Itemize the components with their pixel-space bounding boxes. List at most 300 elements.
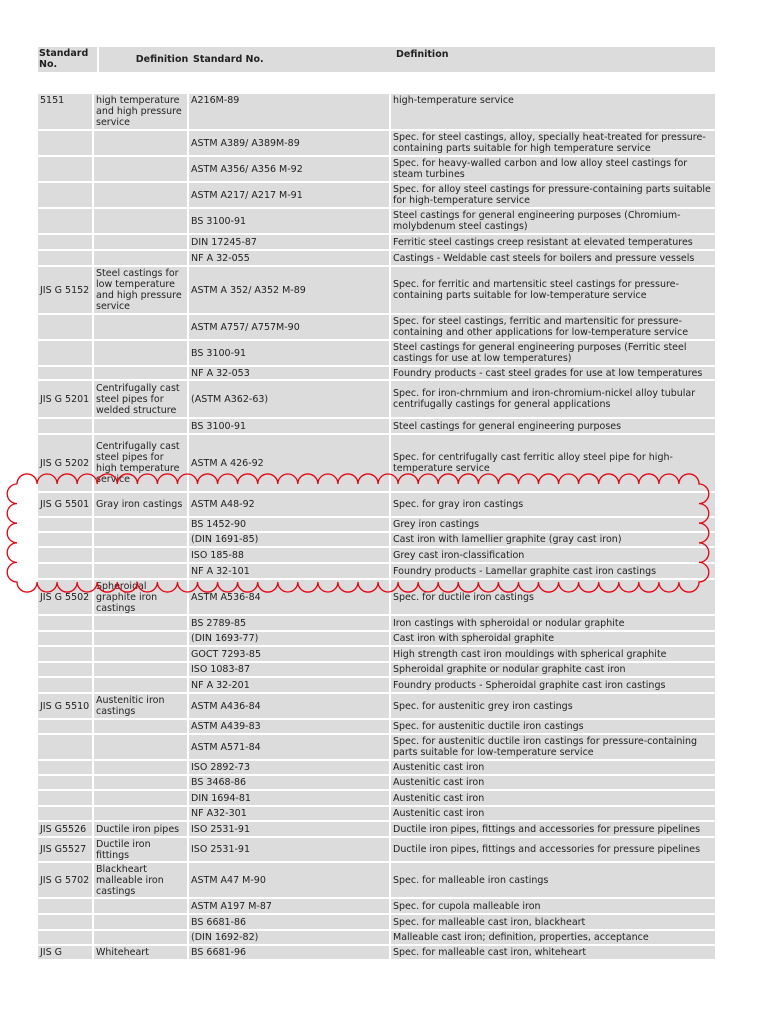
cell-text: ASTM A217/ A217 M-91	[191, 189, 303, 201]
cell-text: JIS G 5202	[40, 457, 90, 469]
table-cell	[94, 251, 187, 265]
cell-text: Ferritic steel castings creep resistant at elevated temperatures	[393, 236, 693, 248]
table-cell	[189, 157, 389, 181]
cell-text: Spec. for ferritic and martensitic steel castings for pressure-containing parts suitable for low-temperature service	[393, 279, 679, 301]
cell-text: NF A 32-053	[191, 367, 250, 379]
table-cell	[94, 931, 187, 944]
table-row	[38, 419, 715, 435]
cell-text: Ductile iron pipes, fittings and accessories for pressure pipelines	[393, 844, 701, 855]
table-cell	[38, 931, 92, 944]
cell-text: ASTM A439-83	[191, 721, 261, 732]
table-cell	[94, 838, 187, 861]
table-row	[38, 157, 715, 183]
table-cell	[38, 315, 92, 339]
table-header	[38, 47, 715, 72]
table-cell	[391, 931, 715, 944]
table-row	[38, 251, 715, 267]
cell-text: Austenitic cast iron	[393, 792, 485, 804]
table-cell	[94, 533, 187, 546]
table-cell	[94, 632, 187, 645]
table-cell	[94, 548, 187, 562]
table-row	[38, 367, 715, 381]
table-cell	[94, 493, 187, 516]
cell-text: Spheroidal graphite or nodular graphite cast iron	[393, 664, 626, 675]
cell-text: ASTM A571-84	[191, 741, 261, 753]
table-cell	[94, 157, 187, 181]
table-cell	[94, 367, 187, 379]
table-cell	[38, 131, 92, 155]
cell-text: JIS G 5510	[40, 700, 90, 712]
cell-text: Spec. for malleable cast iron, blackheart	[393, 916, 586, 928]
cell-text: ISO 185-88	[191, 549, 244, 561]
cell-text: ASTM A389/ A389M-89	[191, 137, 300, 149]
cell-text: Austenitic cast iron	[393, 777, 485, 788]
cell-text: High strength cast iron mouldings with spherical graphite	[393, 648, 667, 660]
table-cell	[391, 94, 715, 129]
table-cell	[391, 267, 715, 313]
cell-text: NF A32-301	[191, 808, 247, 819]
table-cell	[94, 381, 187, 417]
table-cell	[94, 315, 187, 339]
table-cell	[38, 367, 92, 379]
cell-text: Malleable cast iron; definition, properties, acceptance	[393, 932, 649, 943]
table-row	[38, 493, 715, 518]
cell-text: Ductile iron fittings	[96, 838, 151, 861]
table-cell	[38, 267, 92, 313]
cell-text: BS 6681-96	[191, 947, 247, 958]
cell-text: Grey iron castings	[393, 519, 480, 530]
table-row	[38, 381, 715, 419]
table-cell	[38, 776, 92, 789]
table-cell	[189, 251, 389, 265]
table-cell	[94, 663, 187, 676]
table-cell	[38, 157, 92, 181]
table-cell	[189, 632, 389, 645]
table-cell	[391, 838, 715, 861]
table-cell	[391, 315, 715, 339]
table-cell	[189, 315, 389, 339]
cell-text: Gray iron castings	[96, 499, 183, 510]
table-cell	[391, 580, 715, 614]
table-cell	[189, 663, 389, 676]
cell-text: Steel castings for general engineering purposes	[393, 420, 622, 432]
table-cell	[94, 915, 187, 929]
table-cell	[38, 915, 92, 929]
cell-text: ASTM A197 M-87	[191, 900, 272, 912]
table-row	[38, 131, 715, 157]
cell-text: Blackheart malleable iron castings	[96, 863, 164, 897]
cell-text: Grey cast iron-classification	[393, 549, 525, 561]
table-cell	[391, 678, 715, 692]
table-cell	[189, 720, 389, 733]
table-cell	[391, 915, 715, 929]
cell-text: 5151	[40, 95, 65, 106]
cell-text: BS 3100-91	[191, 420, 247, 432]
table-cell	[391, 663, 715, 676]
table-cell	[391, 863, 715, 897]
table-cell	[38, 863, 92, 897]
cell-text: Spec. for malleable cast iron, whiteheart	[393, 947, 587, 958]
table-cell	[391, 493, 715, 516]
table-cell	[94, 616, 187, 630]
table-cell	[189, 791, 389, 805]
cell-text: JIS G 5502	[40, 591, 90, 603]
table-row	[38, 899, 715, 915]
table-row	[38, 518, 715, 533]
cell-text: Spec. for austenitic ductile iron castings	[393, 721, 584, 732]
table-cell	[189, 94, 389, 129]
header-definition-2	[393, 47, 715, 72]
cell-text: Ductile iron pipes, fittings and accessories for pressure pipelines	[393, 823, 701, 835]
table-row	[38, 720, 715, 735]
cell-text: Whiteheart	[96, 947, 149, 958]
cell-text: Foundry products - Lamellar graphite cast iron castings	[393, 565, 657, 577]
cell-text: Iron castings with spheroidal or nodular graphite	[393, 617, 625, 629]
table-cell	[38, 616, 92, 630]
table-cell	[94, 518, 187, 531]
table-cell	[189, 493, 389, 516]
table-row	[38, 776, 715, 791]
table-cell	[94, 647, 187, 661]
table-row	[38, 863, 715, 899]
table-cell	[94, 580, 187, 614]
table-cell	[391, 822, 715, 836]
table-cell	[94, 235, 187, 249]
cell-text: (ASTM A362-63)	[191, 393, 269, 405]
table-cell	[391, 131, 715, 155]
cell-text: ASTM A 426-92	[191, 457, 264, 469]
table-row	[38, 807, 715, 822]
table-cell	[38, 251, 92, 265]
table-cell	[391, 946, 715, 959]
cell-text: NF A 32-055	[191, 252, 250, 264]
table-row	[38, 647, 715, 663]
cell-text: NF A 32-101	[191, 565, 250, 577]
cell-text: ASTM A536-84	[191, 591, 261, 603]
table-cell	[391, 807, 715, 820]
cell-text: Spec. for gray iron castings	[393, 499, 524, 510]
table-cell	[94, 720, 187, 733]
cell-text: Austenitic cast iron	[393, 808, 485, 819]
table-cell	[38, 822, 92, 836]
cell-text: Spec. for steel castings, alloy, specially heat-treated for pressure-containing parts suitable for high temperature service	[393, 132, 706, 154]
table-cell	[38, 946, 92, 959]
table-cell	[38, 678, 92, 692]
table-row	[38, 564, 715, 580]
table-row	[38, 94, 715, 131]
table-cell	[189, 131, 389, 155]
cell-text: ISO 2531-91	[191, 823, 251, 835]
table-cell	[38, 183, 92, 207]
table-cell	[391, 209, 715, 233]
table-row	[38, 838, 715, 863]
table-row	[38, 548, 715, 564]
cell-text: ASTM A436-84	[191, 700, 261, 712]
table-cell	[38, 235, 92, 249]
table-cell	[391, 735, 715, 759]
table-cell	[38, 807, 92, 820]
cell-text: Spec. for heavy-walled carbon and low alloy steel castings for steam turbines	[393, 158, 688, 180]
cell-text: Steel castings for general engineering purposes (Ferritic steel castings for use at low temperatures)	[393, 342, 687, 364]
cell-text: Spec. for austenitic ductile iron castings for pressure-containing parts suitable for low-temperature service	[393, 736, 698, 758]
table-row	[38, 791, 715, 807]
cell-text: BS 1452-90	[191, 519, 247, 530]
table-row	[38, 632, 715, 647]
table-cell	[94, 209, 187, 233]
table-row	[38, 694, 715, 720]
table-cell	[189, 616, 389, 630]
cell-text: high temperature and high pressure service	[96, 95, 182, 128]
table-cell	[391, 694, 715, 718]
table-cell	[94, 863, 187, 897]
table-cell	[391, 632, 715, 645]
table-cell	[391, 564, 715, 578]
table-row	[38, 209, 715, 235]
table-cell	[189, 694, 389, 718]
table-row	[38, 735, 715, 761]
cell-text: ASTM A47 M-90	[191, 874, 266, 886]
cell-text: (DIN 1691-85)	[191, 534, 259, 545]
table-cell	[38, 341, 92, 365]
cell-text: Spec. for centrifugally cast ferritic alloy steel pipe for high-temperature service	[393, 452, 673, 474]
cell-text: GOCT 7293-85	[191, 648, 261, 660]
table-cell	[38, 419, 92, 433]
table-cell	[189, 209, 389, 233]
cell-text: A216M-89	[191, 95, 240, 106]
table-cell	[38, 761, 92, 774]
table-cell	[38, 564, 92, 578]
table-row	[38, 183, 715, 209]
cell-text: Steel castings for low temperature and high pressure service	[96, 268, 182, 312]
table-cell	[94, 419, 187, 433]
table-row	[38, 315, 715, 341]
table-row	[38, 341, 715, 367]
table-cell	[391, 419, 715, 433]
table-cell	[189, 946, 389, 959]
table-cell	[94, 899, 187, 913]
table-row	[38, 946, 715, 961]
table-cell	[38, 694, 92, 718]
header-standard-no-2-label: Standard No.	[193, 54, 264, 65]
cell-text: ASTM A356/ A356 M-92	[191, 163, 303, 175]
table-cell	[38, 899, 92, 913]
table-cell	[189, 807, 389, 820]
table-cell	[189, 580, 389, 614]
table-cell	[38, 663, 92, 676]
table-cell	[391, 251, 715, 265]
table-cell	[94, 435, 187, 491]
table-cell	[38, 381, 92, 417]
table-cell	[189, 647, 389, 661]
cell-text: Spec. for steel castings, ferritic and martensitic for pressure-containing and other applications for low-temperature service	[393, 316, 689, 338]
table-row	[38, 915, 715, 931]
cell-text: Steel castings for general engineering purposes (Chromium-molybdenum steel castings)	[393, 210, 681, 232]
cell-text: JIS G 5702	[40, 874, 90, 886]
table-cell	[189, 235, 389, 249]
table-cell	[94, 94, 187, 129]
table-row	[38, 931, 715, 946]
table-cell	[391, 899, 715, 913]
cell-text: Cast iron with lamellier graphite (gray cast iron)	[393, 534, 622, 545]
table-cell	[94, 267, 187, 313]
table-cell	[94, 694, 187, 718]
cell-text: ISO 2892-73	[191, 762, 251, 773]
cell-text: Castings - Weldable cast steels for boilers and pressure vessels	[393, 252, 695, 264]
table-cell	[94, 131, 187, 155]
table-cell	[189, 822, 389, 836]
table-row	[38, 267, 715, 315]
table-row	[38, 616, 715, 632]
table-cell	[94, 183, 187, 207]
cell-text: JIS G5527	[40, 844, 87, 855]
table-cell	[38, 94, 92, 129]
cell-text: DIN 17245-87	[191, 236, 257, 248]
table-cell	[189, 367, 389, 379]
table-cell	[189, 518, 389, 531]
table-cell	[94, 946, 187, 959]
table-cell	[391, 157, 715, 181]
cell-text: JIS G5526	[40, 823, 87, 835]
cell-text: BS 6681-86	[191, 916, 247, 928]
table-cell	[38, 647, 92, 661]
table-cell	[38, 791, 92, 805]
cell-text: Austenitic cast iron	[393, 762, 485, 773]
table-cell	[94, 761, 187, 774]
cell-text: JIS G 5501	[40, 499, 90, 510]
table-row	[38, 533, 715, 548]
table-cell	[94, 822, 187, 836]
cell-text: JIS G 5201	[40, 393, 90, 405]
cell-text: ISO 1083-87	[191, 664, 251, 675]
table-cell	[391, 367, 715, 379]
table-cell	[391, 548, 715, 562]
table-cell	[391, 791, 715, 805]
table-cell	[189, 678, 389, 692]
table-cell	[38, 533, 92, 546]
cell-text: ASTM A48-92	[191, 499, 255, 510]
table-row	[38, 235, 715, 251]
table-cell	[189, 183, 389, 207]
table-cell	[38, 720, 92, 733]
table-row	[38, 663, 715, 678]
table-cell	[391, 776, 715, 789]
table-cell	[189, 564, 389, 578]
cell-text: Spec. for austenitic grey iron castings	[393, 700, 573, 712]
table-cell	[391, 518, 715, 531]
header-definition-label: Definition	[135, 54, 189, 65]
cell-text: DIN 1694-81	[191, 792, 251, 804]
cell-text: BS 3100-91	[191, 215, 247, 227]
table-row	[38, 580, 715, 616]
table-cell	[38, 209, 92, 233]
table-cell	[189, 435, 389, 491]
table-cell	[189, 915, 389, 929]
table-cell	[391, 616, 715, 630]
table-cell	[189, 761, 389, 774]
table-row	[38, 822, 715, 838]
cell-text: Austenitic iron castings	[96, 695, 165, 717]
cell-text: Cast iron with spheroidal graphite	[393, 633, 555, 644]
table-cell	[94, 678, 187, 692]
cell-text: BS 2789-85	[191, 617, 247, 629]
cell-text: Centrifugally cast steel pipes for high temperature service	[96, 441, 180, 485]
cell-text: Spec. for malleable iron castings	[393, 874, 549, 886]
table-cell	[189, 341, 389, 365]
table-cell	[94, 341, 187, 365]
table-cell	[391, 761, 715, 774]
table-cell	[189, 419, 389, 433]
table-cell	[189, 735, 389, 759]
cell-text: ASTM A 352/ A352 M-89	[191, 284, 306, 296]
table-cell	[94, 807, 187, 820]
cell-text: Spec. for alloy steel castings for pressure-containing parts suitable for high-temperature service	[393, 184, 711, 206]
table-cell	[94, 735, 187, 759]
cell-text: ASTM A757/ A757M-90	[191, 321, 300, 333]
table-cell	[38, 548, 92, 562]
table-row	[38, 678, 715, 694]
table-cell	[189, 838, 389, 861]
cell-text: Foundry products - Spheroidal graphite cast iron castings	[393, 679, 666, 691]
table-cell	[38, 838, 92, 861]
table-cell	[189, 931, 389, 944]
table-cell	[391, 720, 715, 733]
table-cell	[189, 533, 389, 546]
table-cell	[391, 235, 715, 249]
table-cell	[38, 580, 92, 614]
table-cell	[38, 435, 92, 491]
table-cell	[189, 863, 389, 897]
cell-text: Spec. for ductile iron castings	[393, 591, 534, 603]
cell-text: high-temperature service	[393, 95, 514, 106]
cell-text: Foundry products - cast steel grades for use at low temperatures	[393, 367, 703, 379]
cell-text: JIS G	[40, 947, 63, 958]
cell-text: BS 3468-86	[191, 777, 247, 788]
table-cell	[38, 518, 92, 531]
table-cell	[38, 735, 92, 759]
cell-text: Spec. for cupola malleable iron	[393, 900, 541, 912]
table-cell	[94, 564, 187, 578]
header-definition-2-label: Definition	[396, 49, 449, 60]
table-cell	[94, 776, 187, 789]
cell-text: Centrifugally cast steel pipes for welded structure	[96, 382, 180, 416]
cell-text: (DIN 1693-77)	[191, 633, 259, 644]
cell-text: (DIN 1692-82)	[191, 932, 259, 943]
cell-text: BS 3100-91	[191, 347, 247, 359]
table-cell	[94, 791, 187, 805]
table-cell	[189, 776, 389, 789]
table-cell	[391, 533, 715, 546]
table-cell	[391, 435, 715, 491]
table-row	[38, 435, 715, 493]
header-standard-no	[38, 47, 97, 72]
cell-text: NF A 32-201	[191, 679, 250, 691]
cell-text: Spheroidal graphite iron castings	[96, 580, 158, 614]
cell-text: Ductile iron pipes	[96, 823, 180, 835]
table-cell	[391, 647, 715, 661]
cell-text: JIS G 5152	[40, 284, 90, 296]
table-cell	[391, 341, 715, 365]
table-cell	[189, 548, 389, 562]
table-cell	[189, 899, 389, 913]
table-cell	[38, 493, 92, 516]
table-row	[38, 761, 715, 776]
table-cell	[391, 381, 715, 417]
table-cell	[391, 183, 715, 207]
cell-text: Spec. for iron-chrnmium and iron-chromium-nickel alloy tubular centrifugally castings for general applications	[393, 388, 696, 410]
table-cell	[38, 632, 92, 645]
table-cell	[189, 381, 389, 417]
header-standard-no-label: Standard No.	[39, 48, 89, 70]
